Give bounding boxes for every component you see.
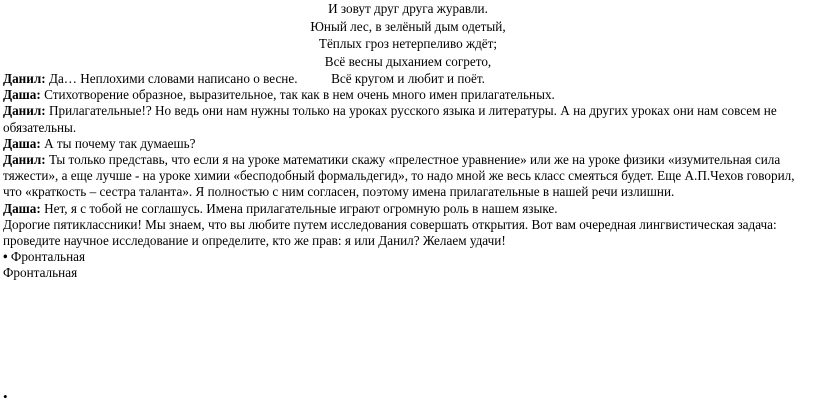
poem-line: Тёплых гроз нетерпеливо ждёт; bbox=[318, 36, 498, 51]
speaker-name: Данил: bbox=[3, 103, 46, 119]
bullet-list-item bbox=[3, 249, 813, 265]
bullet-label: Фронтальная bbox=[10, 249, 86, 265]
dialogue-text: Да… Неплохими словами написано о весне. bbox=[45, 71, 298, 86]
poem-line: Юный лес, в зелёный дым одетый, bbox=[310, 18, 506, 34]
dialogue-line bbox=[3, 136, 813, 152]
dialogue-line bbox=[3, 103, 813, 135]
poem-line: Всё весны дыханием согрето, bbox=[324, 53, 492, 69]
dialogue-line bbox=[3, 152, 813, 201]
dialogue-block bbox=[3, 71, 813, 282]
closing-paragraph: Дорогие пятиклассники! Мы знаем, что вы любите путем исследования совершать открытия. Вот вам очередная лингвистическая задача: проведите научное исследование и определите, кто же прав: я или Данил? Желаем удачи! bbox=[3, 216, 777, 249]
speaker-name: Даша: bbox=[3, 87, 41, 103]
dialogue-text: А ты почему так думаешь? bbox=[40, 135, 196, 151]
dialogue-text: Нет, я с тобой не соглашусь. Имена прилагательные играют огромную роль в нашем языке. bbox=[40, 200, 558, 216]
dialogue-line bbox=[3, 87, 813, 103]
dialogue-text: Прилагательные!? Но ведь они нам нужны только на уроках русского языка и литературы. А на других уроках они нам совсем не обязательны. bbox=[3, 103, 777, 135]
poem-line: И зовут друг друга журавли. bbox=[328, 1, 488, 16]
dialogue-text: Ты только представь, что если я на уроке математики скажу «прелестное уравнение» или же на уроке физики «изумительная сила тяжести», а еще лучше - на уроке химии «бесподобный формальдегид», то надо мной же весь класс смеяться будет. Еще А.П.Чехов говорил, что «краткость – сестра таланта». Я полностью с ним согласен, поэтому имена прилагательные в нашей речи излишни. bbox=[3, 152, 795, 200]
speaker-name: Данил: bbox=[3, 71, 46, 86]
bullet-icon: • bbox=[3, 249, 8, 265]
stray-bullet-icon: • bbox=[3, 389, 8, 404]
poem-line: Всё кругом и любит и поёт. bbox=[331, 71, 485, 86]
dialogue-text: Стихотворение образное, выразительное, так как в нем очень много имен прилагательных. bbox=[40, 87, 555, 103]
dialogue-line bbox=[3, 71, 813, 87]
speaker-name: Данил: bbox=[3, 152, 46, 168]
speaker-name: Даша: bbox=[3, 135, 41, 151]
speaker-name: Даша: bbox=[3, 200, 41, 216]
dialogue-line bbox=[3, 201, 813, 217]
plain-label: Фронтальная bbox=[3, 265, 78, 281]
